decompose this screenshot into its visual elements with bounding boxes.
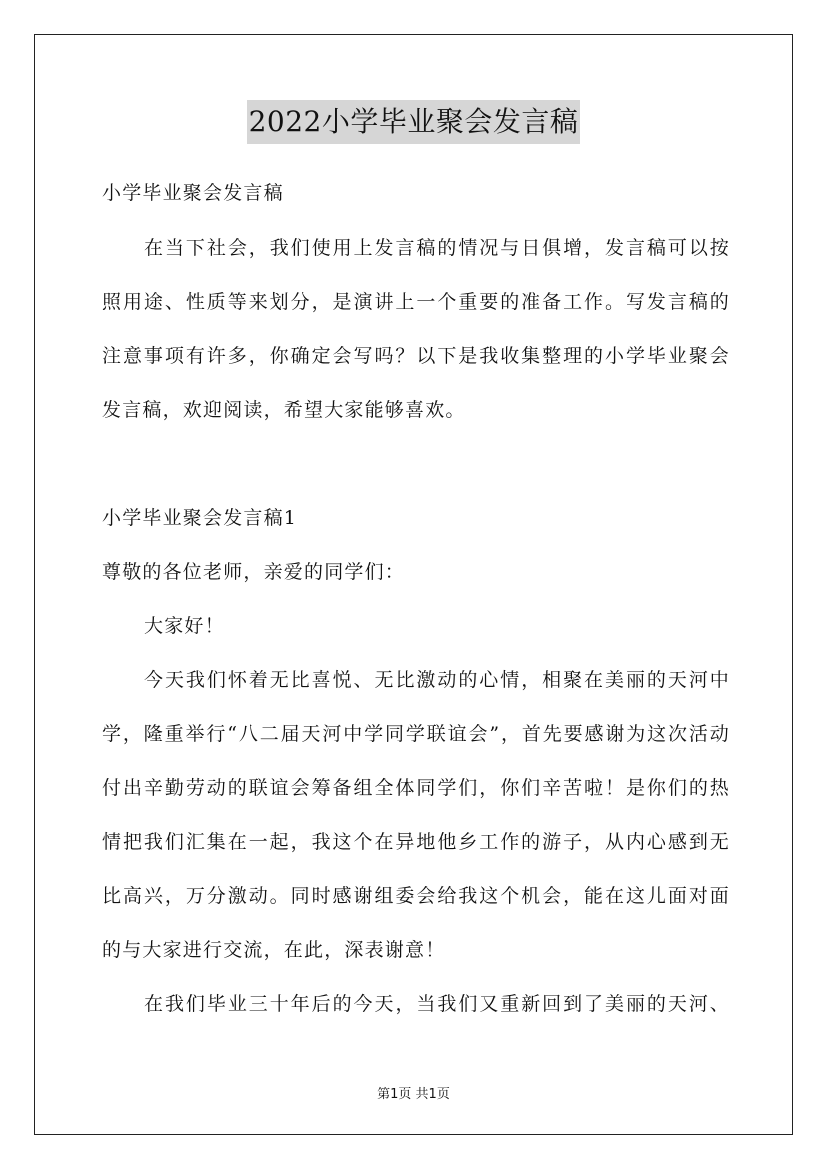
greeting-line: 大家好！ xyxy=(144,615,225,637)
subtitle-line: 小学毕业聚会发言稿 xyxy=(102,182,284,204)
paragraph-line: 学，隆重举行“八二届天河中学同学联谊会”，首先要感谢为这次活动 xyxy=(102,723,730,745)
paragraph-line: 今天我们怀着无比喜悦、无比激动的心情，相聚在美丽的天河中 xyxy=(144,669,730,691)
title-container xyxy=(0,100,827,144)
paragraph-line: 付出辛勤劳动的联谊会筹备组全体同学们，你们辛苦啦！是你们的热 xyxy=(102,777,730,799)
paragraph-line: 注意事项有许多，你确定会写吗？以下是我收集整理的小学毕业聚会 xyxy=(102,345,730,367)
document-title: 2022小学毕业聚会发言稿 xyxy=(247,100,581,144)
paragraph-line: 照用途、性质等来划分，是演讲上一个重要的准备工作。写发言稿的 xyxy=(102,291,730,313)
paragraph-line: 的与大家进行交流，在此，深表谢意！ xyxy=(102,939,446,961)
section-heading: 小学毕业聚会发言稿1 xyxy=(102,507,298,529)
paragraph-line: 在我们毕业三十年后的今天，当我们又重新回到了美丽的天河、 xyxy=(144,993,730,1015)
paragraph-line: 发言稿，欢迎阅读，希望大家能够喜欢。 xyxy=(102,399,466,421)
paragraph-line: 情把我们汇集在一起，我这个在异地他乡工作的游子，从内心感到无 xyxy=(102,831,730,853)
salutation-line: 尊敬的各位老师，亲爱的同学们： xyxy=(102,561,406,583)
page-footer: 第1页 共1页 xyxy=(377,1087,450,1102)
paragraph-line: 在当下社会，我们使用上发言稿的情况与日俱增，发言稿可以按 xyxy=(144,237,730,259)
paragraph-line: 比高兴，万分激动。同时感谢组委会给我这个机会，能在这儿面对面 xyxy=(102,885,730,907)
